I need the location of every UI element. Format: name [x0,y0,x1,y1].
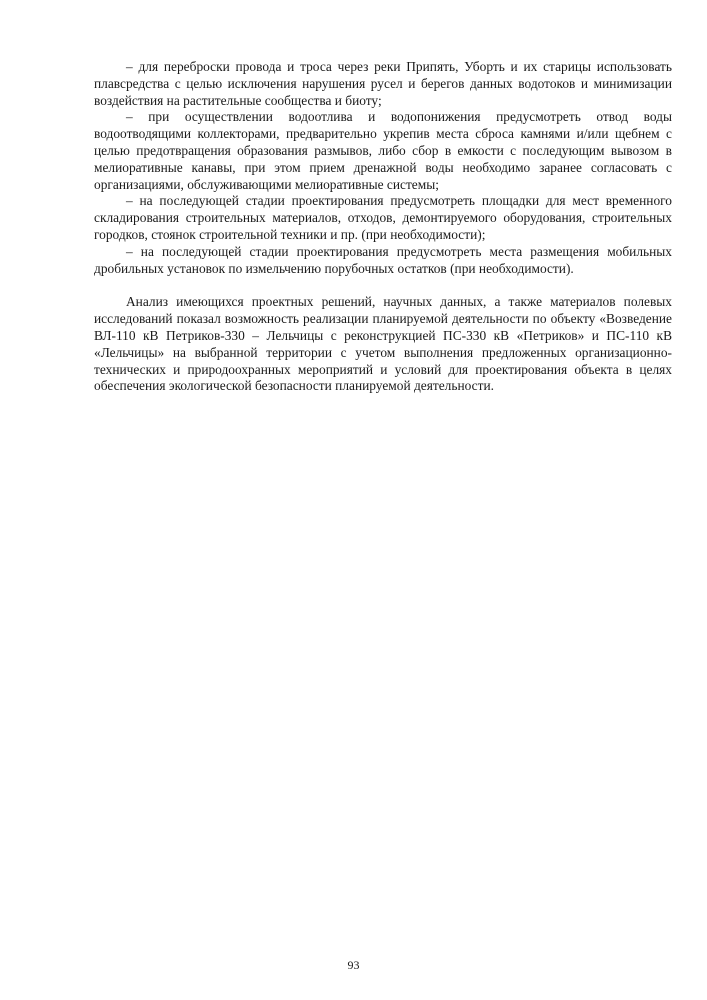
page-body [94,59,672,395]
paragraph-river-crossing: – для переброски провода и троса через реки Припять, Уборть и их старицы использовать плавсредства с целью исключения нарушения русел и берегов данных водотоков и минимизации воздействия на растительные сообщества и биоту; [94,59,672,108]
paragraph-storage-sites: – на последующей стадии проектирования предусмотреть площадки для мест временного складирования строительных материалов, отходов, демонтируемого оборудования, строительных городков, стоянок строительной техники и пр. (при необходимости); [94,193,672,242]
paragraph-conclusion: Анализ имеющихся проектных решений, научных данных, а также материалов полевых исследований показал возможность реализации планируемой деятельности по объекту «Возведение ВЛ-110 кВ Петриков-330 – Лельчицы с реконструкцией ПС-330 кВ «Петриков» и ПС-110 кВ «Лельчицы» на выбранной территории с учетом выполнения предложенных организационно-технических и природоохранных мероприятий и условий для проектирования объекта в целях обеспечения экологической безопасности планируемой деятельности. [94,294,672,394]
page-number: 93 [347,958,360,972]
paragraph-water-drainage: – при осуществлении водоотлива и водопонижения предусмотреть отвод воды водоотводящими коллекторами, предварительно укрепив места сброса камнями и/или щебнем с целью предотвращения образования размывов, либо сбор в емкости с последующим вывозом в мелиоративные канавы, при этом прием дренажной воды необходимо заранее согласовать с организациями, обслуживающими мелиоративные системы; [94,109,672,192]
paragraph-crushing-units: – на последующей стадии проектирования предусмотреть места размещения мобильных дробильных установок по измельчению порубочных остатков (при необходимости). [94,243,672,276]
paragraph-spacer [94,277,672,294]
